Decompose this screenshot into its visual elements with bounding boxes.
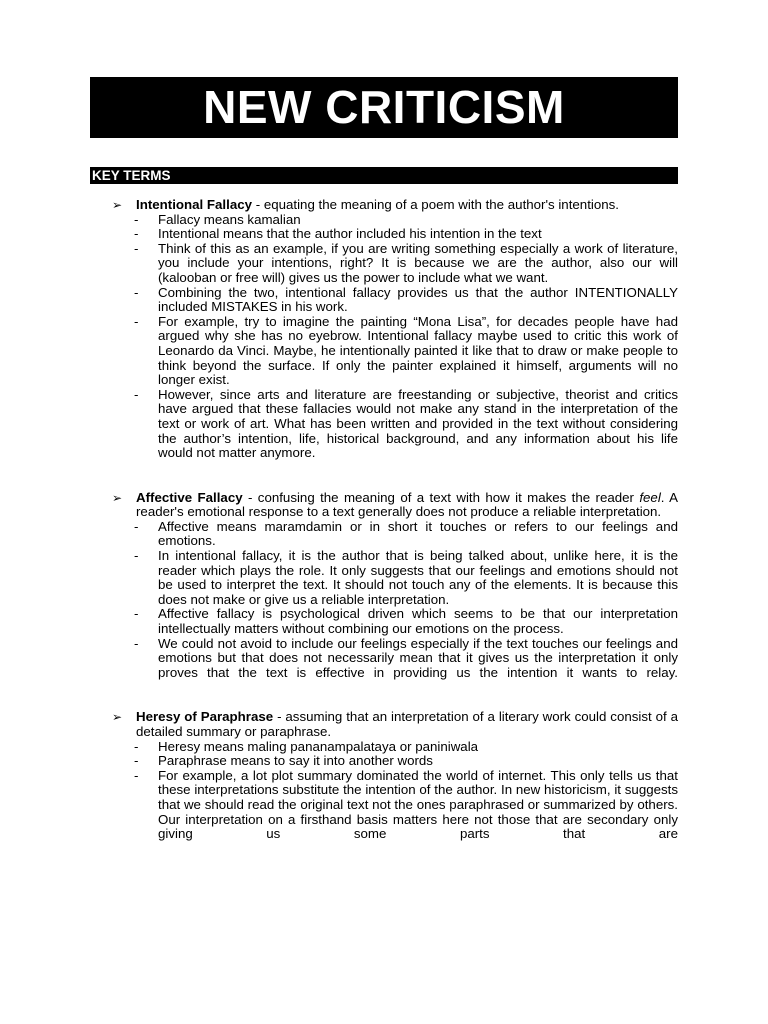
- list-item-text: In intentional fallacy, it is the author that is being talked about, unlike here, it is the reader which plays the role. It only suggests that our feelings and emotions should not be used to interpret the text. It should not touch any of the elements. It is because this does not make or give us a reliable interpretation.: [158, 548, 678, 607]
- list-item-text: Intentional means that the author included his intention in the text: [158, 226, 542, 242]
- arrow-bullet-icon: ➢: [112, 198, 123, 212]
- term-definition-text: - confusing the meaning of a text with how it makes the reader: [242, 489, 640, 505]
- term-name: Heresy of Paraphrase: [136, 709, 274, 725]
- bullet-list: [112, 520, 678, 681]
- term-intentional-fallacy: [112, 198, 678, 461]
- dash-bullet-icon: -: [134, 518, 139, 534]
- term-heresy-of-paraphrase: [112, 710, 678, 841]
- term-definition: [136, 710, 678, 739]
- dash-bullet-icon: -: [134, 548, 139, 564]
- list-item-text: Heresy means maling pananampalataya or paniniwala: [158, 738, 479, 754]
- term-definition: [136, 491, 678, 520]
- dash-bullet-icon: -: [134, 313, 139, 329]
- list-item-text: Affective fallacy is psychological driven which seems to be that our interpretation intellectually matters without combining our emotions on the process.: [158, 606, 678, 637]
- list-item: [112, 637, 678, 681]
- page-title: NEW CRITICISM: [90, 77, 678, 138]
- dash-bullet-icon: -: [134, 606, 139, 622]
- term-name: Affective Fallacy: [136, 489, 243, 505]
- list-item-text: For example, a lot plot summary dominated the world of internet. This only tells us that these interpretations substitute the intention of the author. In new historicism, it suggests that we should read the original text not the ones paraphrased or summarized by others. Our interpretation on a firsthand basis matters here not those that are secondary only giving us some parts that are: [158, 767, 678, 842]
- dash-bullet-icon: -: [134, 753, 139, 769]
- list-item: [112, 520, 678, 549]
- dash-bullet-icon: -: [134, 240, 139, 256]
- list-item: [112, 754, 678, 769]
- document-body: [112, 198, 678, 842]
- list-item: [112, 315, 678, 388]
- list-item: [112, 286, 678, 315]
- list-item-text: Affective means maramdamin or in short it touches or refers to our feelings and emotions.: [158, 518, 678, 549]
- dash-bullet-icon: -: [134, 284, 139, 300]
- term-definition-text: . A reader's emotional response to a text generally does not produce a reliable interpretation.: [136, 489, 678, 520]
- term-name: Intentional Fallacy: [136, 197, 253, 212]
- list-item-text: Paraphrase means to say it into another words: [158, 753, 433, 769]
- list-item: [112, 607, 678, 636]
- dash-bullet-icon: -: [134, 767, 139, 783]
- list-item: [112, 227, 678, 242]
- list-item-text: We could not avoid to include our feelings especially if the text touches our feelings and emotions but that does not necessarily mean that it gives us the interpretation it only proves that the text is effective in providing us the intention it wants to relay.: [158, 635, 678, 680]
- dash-bullet-icon: -: [134, 386, 139, 402]
- list-item: [112, 549, 678, 607]
- arrow-bullet-icon: ➢: [112, 490, 123, 505]
- dash-bullet-icon: -: [134, 226, 139, 242]
- list-item-text: For example, try to imagine the painting “Mona Lisa”, for decades people have had argued why she has no eyebrow. Intentional fallacy maybe used to critic this work of Leonardo da Vinci. Maybe, he intentionally painted it like that to draw or make people to think beyond the surface. If only the painter explained it himself, arguments will no longer exist.: [158, 313, 678, 388]
- bullet-list: [112, 740, 678, 842]
- section-header: KEY TERMS: [90, 167, 678, 184]
- arrow-bullet-icon: ➢: [112, 710, 123, 725]
- term-definition-emphasis: feel: [639, 489, 661, 505]
- term-definition: [136, 198, 678, 213]
- list-item-text: Fallacy means kamalian: [158, 211, 301, 227]
- list-item: [112, 740, 678, 755]
- list-item: [112, 388, 678, 461]
- term-definition-text: - equating the meaning of a poem with the author's intentions.: [252, 197, 619, 212]
- list-item-text: Think of this as an example, if you are writing something especially a work of literature, you include your intentions, right? It is because we are the author, also our will (kalooban or free will) gives us the power to include what we want.: [158, 240, 678, 285]
- dash-bullet-icon: -: [134, 635, 139, 651]
- bullet-list: [112, 213, 678, 461]
- list-item-text: However, since arts and literature are freestanding or subjective, theorist and critics have argued that these fallacies would not make any stand in the interpretation of the text or work of art. What has been written and provided in the text without considering the author’s intention, life, historical background, and any information about his life would not matter anymore.: [158, 386, 678, 461]
- list-item: [112, 769, 678, 842]
- dash-bullet-icon: -: [134, 738, 139, 754]
- term-affective-fallacy: [112, 491, 678, 681]
- list-item: [112, 242, 678, 286]
- term-definition-text: - assuming that an interpretation of a literary work could consist of a detailed summary or paraphrase.: [136, 709, 678, 739]
- list-item: [112, 213, 678, 228]
- dash-bullet-icon: -: [134, 211, 139, 227]
- list-item-text: Combining the two, intentional fallacy provides us that the author INTENTIONALLY included MISTAKES in his work.: [158, 284, 678, 315]
